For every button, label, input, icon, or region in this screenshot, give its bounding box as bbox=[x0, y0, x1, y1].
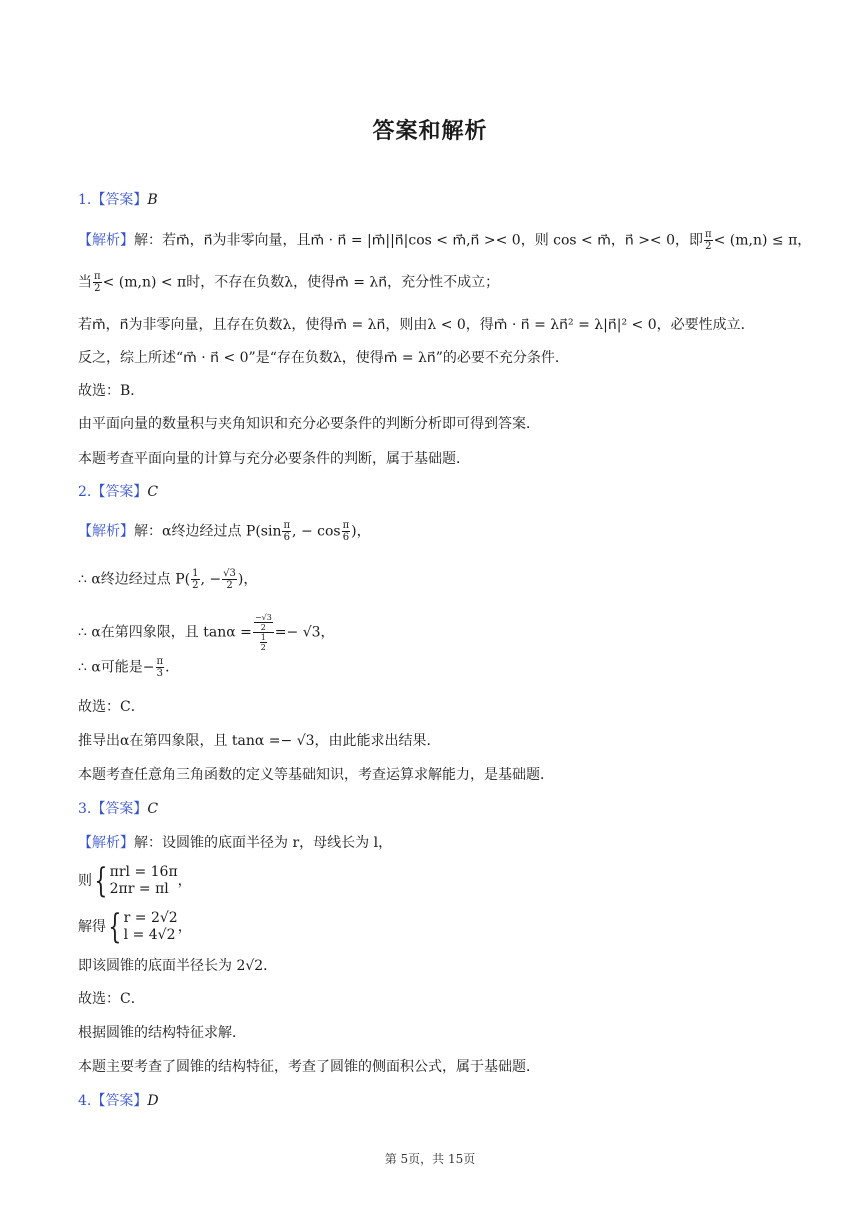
q1-analysis-line-4: 反之，综上所述“m⃗ · n⃗ < 0”是“存在负数λ，使得m⃗ = λn⃗”的必要不充分条件． bbox=[78, 350, 569, 366]
q1-analysis-line-1: 【解析】解：若m⃗，n⃗为非零向量，且m⃗ · n⃗ = |m⃗||n⃗|cos < m⃗,n⃗ >< 0，则 cos < m⃗，n⃗ >< 0，即 $\frac{\pi}{2}$ < (m,n) ≤ π， bbox=[78, 229, 812, 252]
q2-method: 推导出α在第四象限，且 tanα =− √3，由此能求出结果． bbox=[78, 733, 441, 749]
page-footer: 第 5页，共 15页 bbox=[384, 1152, 476, 1166]
fraction: $\frac{\pi}{3}$ bbox=[156, 656, 164, 679]
compound-fraction: $\frac{\frac{-√3}{2}}{\frac{1}{2}}$ bbox=[254, 613, 272, 652]
equation-system: πrl = 16π 2πr = πl bbox=[109, 864, 178, 897]
q1-choice: 故选：B． bbox=[78, 383, 145, 399]
q3-summary: 本题主要考查了圆锥的结构特征，考查了圆锥的侧面积公式，属于基础题． bbox=[78, 1059, 540, 1075]
q2-answer-line: 2.【答案】C bbox=[78, 484, 159, 500]
q3-system-1: 则{ πrl = 16π 2πr = πl ， bbox=[78, 861, 192, 901]
q3-result: 即该圆锥的底面半径长为 2√2． bbox=[78, 958, 278, 974]
q3-choice: 故选：C． bbox=[78, 991, 145, 1007]
equation-system: r = 2√2 l = 4√2 bbox=[123, 910, 178, 943]
answer-label: 【答案】 bbox=[91, 192, 148, 208]
q2-analysis-line-3: ∴ α在第四象限，且 tanα = $\frac{\frac{-√3}{2}}{\frac{1}{2}}$ =− √3， bbox=[78, 613, 335, 652]
fraction: $\frac{1}{2}$ bbox=[192, 568, 199, 591]
left-brace: { bbox=[94, 861, 108, 901]
fraction: $\frac{\pi}{6}$ bbox=[342, 520, 350, 543]
q2-analysis-line-4: ∴ α可能是− $\frac{\pi}{3}$ ． bbox=[78, 656, 180, 679]
q3-answer-line: 3.【答案】C bbox=[78, 801, 159, 817]
q3-method: 根据圆锥的结构特征求解． bbox=[78, 1025, 246, 1041]
q1-answer: B bbox=[147, 192, 158, 208]
q2-answer: C bbox=[147, 484, 159, 500]
q1-summary: 本题考查平面向量的计算与充分必要条件的判断，属于基础题． bbox=[78, 451, 470, 467]
page-title: 答案和解析 bbox=[372, 119, 488, 144]
q1-analysis-line-2: 当 $\frac{\pi}{2}$ < (m,n) < π时，不存在负数λ，使得m⃗ = λn⃗，充分性不成立； bbox=[78, 271, 500, 294]
analysis-label: 【解析】 bbox=[78, 232, 134, 249]
q3-answer: C bbox=[147, 801, 159, 817]
q1-method: 由平面向量的数量积与夹角知识和充分必要条件的判断分析即可得到答案． bbox=[78, 416, 540, 432]
fraction: $\frac{√3}{2}$ bbox=[223, 568, 236, 591]
fraction: $\frac{\pi}{2}$ bbox=[705, 229, 712, 252]
fraction: $\frac{\pi}{2}$ bbox=[94, 271, 101, 294]
q2-summary: 本题考查任意角三角函数的定义等基础知识，考查运算求解能力，是基础题． bbox=[78, 767, 554, 783]
q1-analysis-line-3: 若m⃗，n⃗为非零向量，且存在负数λ，使得m⃗ = λn⃗，则由λ < 0，得m⃗ · n⃗ = λn⃗² = λ|n⃗|² < 0，必要性成立． bbox=[78, 317, 755, 333]
q4-answer: D bbox=[147, 1093, 159, 1109]
q2-analysis-line-1: 【解析】解：α终边经过点 P(sin $\frac{\pi}{6}$ , − cos $\frac{\pi}{6}$ )， bbox=[78, 520, 371, 543]
q1-answer-line bbox=[78, 190, 800, 210]
q1-number: 1. bbox=[78, 192, 92, 208]
q2-analysis-line-2: ∴ α终边经过点 P( $\frac{1}{2}$ , − $\frac{√3}{2}$ )， bbox=[78, 568, 258, 591]
q2-choice: 故选：C． bbox=[78, 699, 145, 715]
q4-answer-line: 4.【答案】D bbox=[78, 1093, 159, 1109]
q3-analysis-line-1: 【解析】解：设圆锥的底面半径为 r，母线长为 l， bbox=[78, 835, 393, 851]
left-brace: { bbox=[108, 907, 122, 947]
q3-system-2: 解得{ r = 2√2 l = 4√2 ， bbox=[78, 907, 192, 947]
fraction: $\frac{\pi}{6}$ bbox=[283, 520, 291, 543]
